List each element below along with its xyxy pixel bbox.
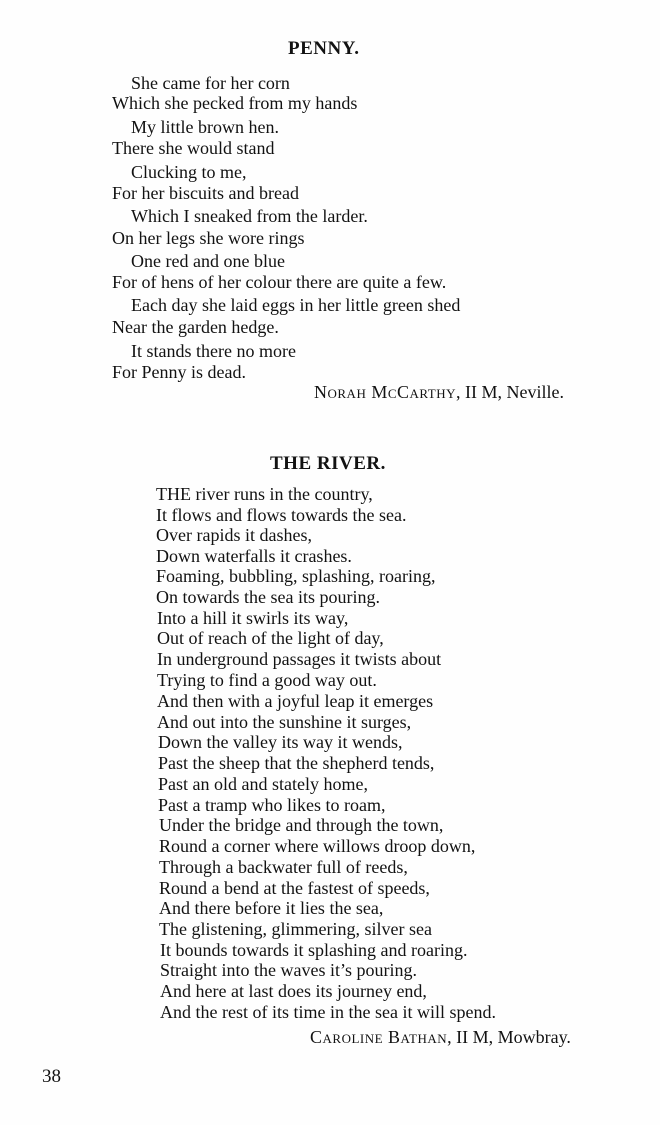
- river-author-details: , II M, Mowbray.: [447, 1027, 571, 1047]
- river-line-24: Straight into the waves it’s pouring.: [160, 960, 417, 980]
- penny-line-9: One red and one blue: [131, 251, 285, 271]
- river-line-22: The glistening, glimmering, silver sea: [159, 919, 432, 939]
- river-line-26: And the rest of its time in the sea it will spend.: [160, 1002, 496, 1022]
- river-line-1: THE river runs in the country,: [156, 484, 373, 504]
- river-line-25: And here at last does its journey end,: [160, 981, 427, 1001]
- penny-line-7: Which I sneaked from the larder.: [131, 206, 368, 226]
- penny-line-8: On her legs she wore rings: [112, 228, 305, 248]
- penny-line-5: Clucking to me,: [131, 162, 247, 182]
- penny-line-3: My little brown hen.: [131, 117, 279, 137]
- river-line-6: On towards the sea its pouring.: [156, 587, 380, 607]
- river-line-10: Trying to find a good way out.: [157, 670, 377, 690]
- river-line-19: Through a backwater full of reeds,: [159, 857, 408, 877]
- penny-author-details: , II M, Neville.: [456, 382, 564, 402]
- penny-line-6: For her biscuits and bread: [112, 183, 299, 203]
- river-line-20: Round a bend at the fastest of speeds,: [159, 878, 430, 898]
- penny-author: Norah McCarthy: [314, 382, 457, 402]
- penny-title: PENNY.: [288, 38, 360, 59]
- penny-line-4: There she would stand: [112, 138, 275, 158]
- river-line-3: Over rapids it dashes,: [156, 525, 312, 545]
- river-line-2: It flows and flows towards the sea.: [156, 505, 407, 525]
- river-line-11: And then with a joyful leap it emerges: [157, 691, 434, 711]
- penny-line-11: Each day she laid eggs in her little green shed: [131, 295, 461, 315]
- river-line-12: And out into the sunshine it surges,: [157, 712, 412, 732]
- river-line-16: Past a tramp who likes to roam,: [158, 795, 386, 815]
- river-title: THE RIVER.: [270, 453, 386, 474]
- river-line-9: In underground passages it twists about: [157, 649, 442, 669]
- river-line-17: Under the bridge and through the town,: [159, 815, 444, 835]
- river-line-15: Past an old and stately home,: [158, 774, 368, 794]
- river-line-21: And there before it lies the sea,: [159, 898, 384, 918]
- river-line-18: Round a corner where willows droop down,: [159, 836, 476, 856]
- penny-line-12: Near the garden hedge.: [112, 317, 279, 337]
- penny-line-13: It stands there no more: [131, 341, 296, 361]
- river-line-14: Past the sheep that the shepherd tends,: [158, 753, 435, 773]
- river-line-23: It bounds towards it splashing and roaring.: [160, 940, 468, 960]
- penny-line-14: For Penny is dead.: [112, 362, 246, 382]
- river-line-7: Into a hill it swirls its way,: [157, 608, 349, 628]
- penny-attribution: [314, 382, 564, 403]
- penny-line-2: Which she pecked from my hands: [112, 93, 358, 113]
- river-attribution: [310, 1027, 571, 1048]
- river-line-8: Out of reach of the light of day,: [157, 628, 384, 648]
- penny-line-10: For of hens of her colour there are quite a few.: [112, 272, 447, 292]
- penny-line-1: She came for her corn: [131, 73, 290, 93]
- page-number: 38: [42, 1066, 61, 1087]
- river-author: Caroline Bathan: [310, 1027, 448, 1047]
- river-line-5: Foaming, bubbling, splashing, roaring,: [156, 566, 436, 586]
- river-line-4: Down waterfalls it crashes.: [156, 546, 352, 566]
- river-line-13: Down the valley its way it wends,: [158, 732, 403, 752]
